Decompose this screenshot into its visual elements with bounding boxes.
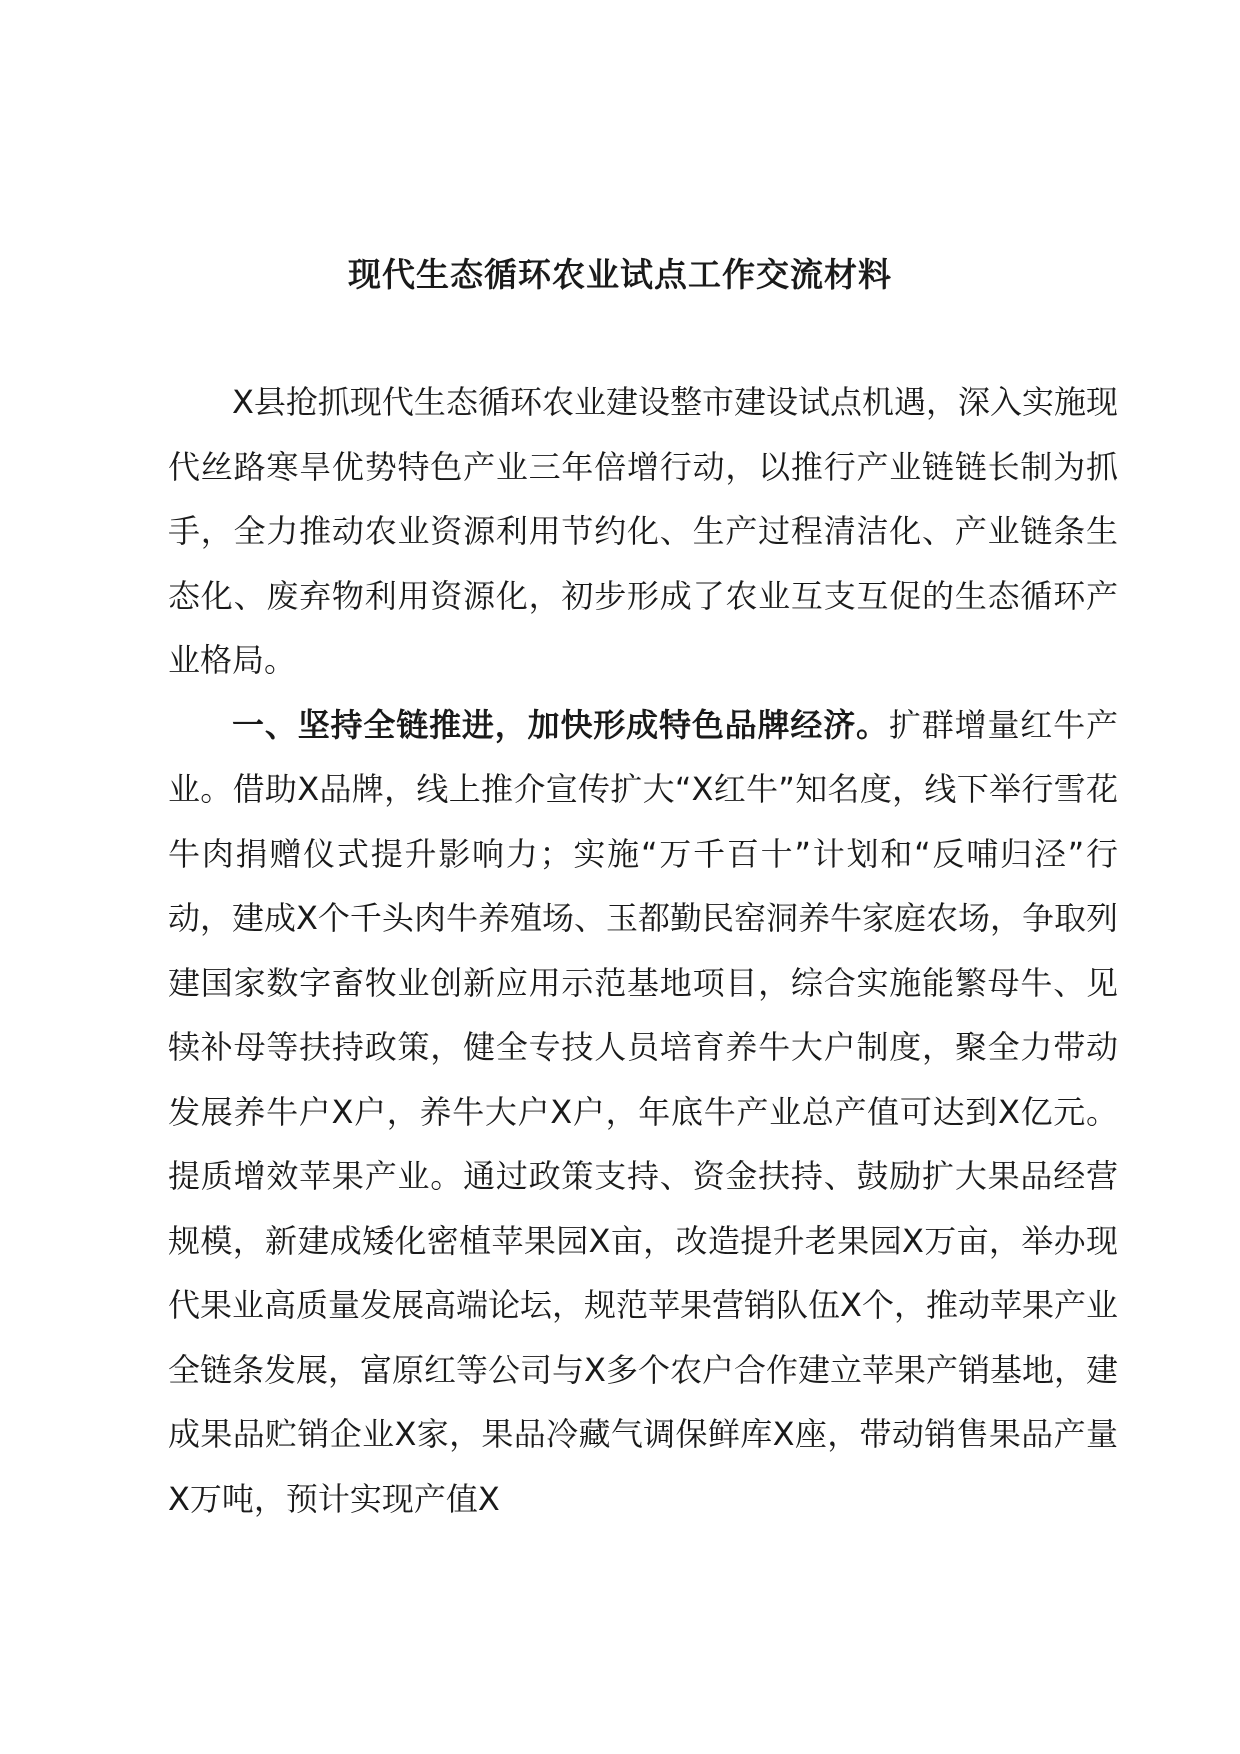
section-1-heading: 一、坚持全链推进，加快形成特色品牌经济。 — [232, 705, 889, 744]
document-body — [168, 370, 1118, 1531]
document-title: 现代生态循环农业试点工作交流材料 — [348, 255, 892, 294]
intro-paragraph: X县抢抓现代生态循环农业建设整市建设试点机遇，深入实施现代丝路寒旱优势特色产业三年倍增行动，以推行产业链链长制为抓手，全力推动农业资源利用节约化、生产过程清洁化、产业链条生态化、废弃物利用资源化，初步形成了农业互支互促的生态循环产业格局。 — [168, 383, 1118, 679]
section-1-body: 扩群增量红牛产业。借助X品牌，线上推介宣传扩大“X红牛”知名度，线下举行雪花牛肉捐赠仪式提升影响力；实施“万千百十”计划和“反哺归泾”行动，建成X个千头肉牛养殖场、玉都勤民窑洞养牛家庭农场，争取列建国家数字畜牧业创新应用示范基地项目，综合实施能繁母牛、见犊补母等扶持政策，健全专技人员培育养牛大户制度，聚全力带动发展养牛户X户，养牛大户X户，年底牛产业总产值可达到X亿元。提质增效苹果产业。通过政策支持、资金扶持、鼓励扩大果品经营规模，新建成矮化密植苹果园X亩，改造提升老果园X万亩，举办现代果业高质量发展高端论坛，规范苹果营销队伍X个，推动苹果产业全链条发展，富原红等公司与X多个农户合作建立苹果产销基地，建成果品贮销企业X家，果品冷藏气调保鲜库X座，带动销售果品产量X万吨，预计实现产值X — [168, 705, 1118, 1518]
section-1-paragraph — [168, 693, 1118, 1532]
